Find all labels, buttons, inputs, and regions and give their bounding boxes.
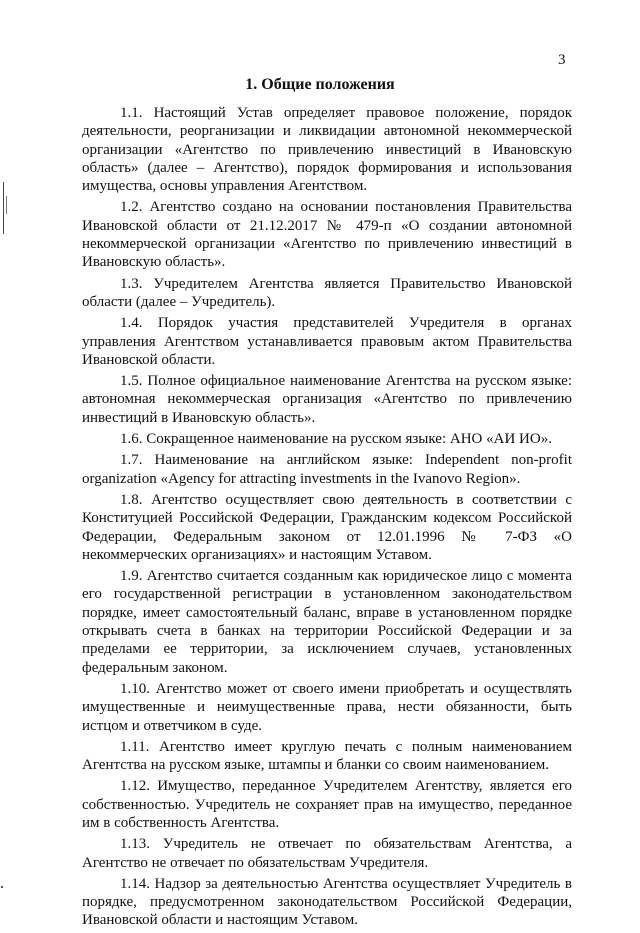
document-body: [82, 104, 572, 933]
paragraph-1-7: 1.7. Наименование на английском языке: Independent non-profit organization «Agency for attracting investments in the Ivanovo Region».: [82, 452, 572, 487]
paragraph-1-3: 1.3. Учредителем Агентства является Правительство Ивановской области (далее – Учредитель).: [82, 275, 572, 310]
scan-dot: [1, 886, 3, 888]
paragraph-1-9: 1.9. Агентство считается созданным как юридическое лицо с момента его государственной регистрации в установленном законодательством порядке, имеет самостоятельный баланс, вправе в установленном порядке открывать счета в банках на территории Российской Федерации и за пределами ее территории, за исключением случаев, установленных федеральным законом.: [82, 568, 572, 676]
paragraph-1-1: 1.1. Настоящий Устав определяет правовое положение, порядок деятельности, реорганизации и ликвидации автономной некоммерческой организации «Агентство по привлечению инвестиций в Ивановскую область» (далее – Агентство), порядок формирования и использования имущества, основы управления Агентством.: [82, 105, 572, 195]
scan-margin-mark: [3, 182, 4, 234]
paragraph-1-2: 1.2. Агентство создано на основании постановления Правительства Ивановской области от 21.12.2017 № 479-п «О создании автономной некоммерческой организации «Агентство по привлечению инвестиций в Ивановскую область».: [82, 199, 572, 271]
paragraph-1-13: 1.13. Учредитель не отвечает по обязательствам Агентства, а Агентство не отвечает по обязательствам Учредителя.: [82, 836, 572, 871]
section-heading: 1. Общие положения: [245, 76, 395, 93]
scan-margin-mark: [6, 196, 7, 214]
paragraph-1-8: 1.8. Агентство осуществляет свою деятельность в соответствии с Конституцией Российской Федерации, Гражданским кодексом Российской Федерации, Федеральным законом от 12.01.1996 № 7-ФЗ «О некоммерческих организациях» и настоящим Уставом.: [82, 491, 572, 563]
page-number: 3: [558, 52, 566, 68]
paragraph-1-11: 1.11. Агентство имеет круглую печать с полным наименованием Агентства на русском языке, штампы и бланки со своим наименованием.: [82, 738, 572, 774]
paragraph-1-10: 1.10. Агентство может от своего имени приобретать и осуществлять имущественные и неимущественные права, нести обязанности, быть истцом и ответчиком в суде.: [82, 680, 572, 734]
paragraph-1-14: 1.14. Надзор за деятельностью Агентства осуществляет Учредитель в порядке, предусмотренном законодательством Российской Федерации, Ивановской области и настоящим Уставом.: [82, 875, 572, 929]
paragraph-1-5: 1.5. Полное официальное наименование Агентства на русском языке: автономная некоммерческая организация «Агентство по привлечению инвестиций в Ивановскую область».: [82, 373, 572, 426]
paragraph-1-6: 1.6. Сокращенное наименование на русском языке: АНО «АИ ИО».: [120, 431, 552, 448]
paragraph-1-12: 1.12. Имущество, переданное Учредителем Агентству, является его собственностью. Учредитель не сохраняет прав на имущество, переданное им в собственность Агентства.: [82, 778, 572, 831]
paragraph-1-4: 1.4. Порядок участия представителей Учредителя в органах управления Агентством устанавливается правовым актом Правительства Ивановской области.: [82, 315, 572, 368]
